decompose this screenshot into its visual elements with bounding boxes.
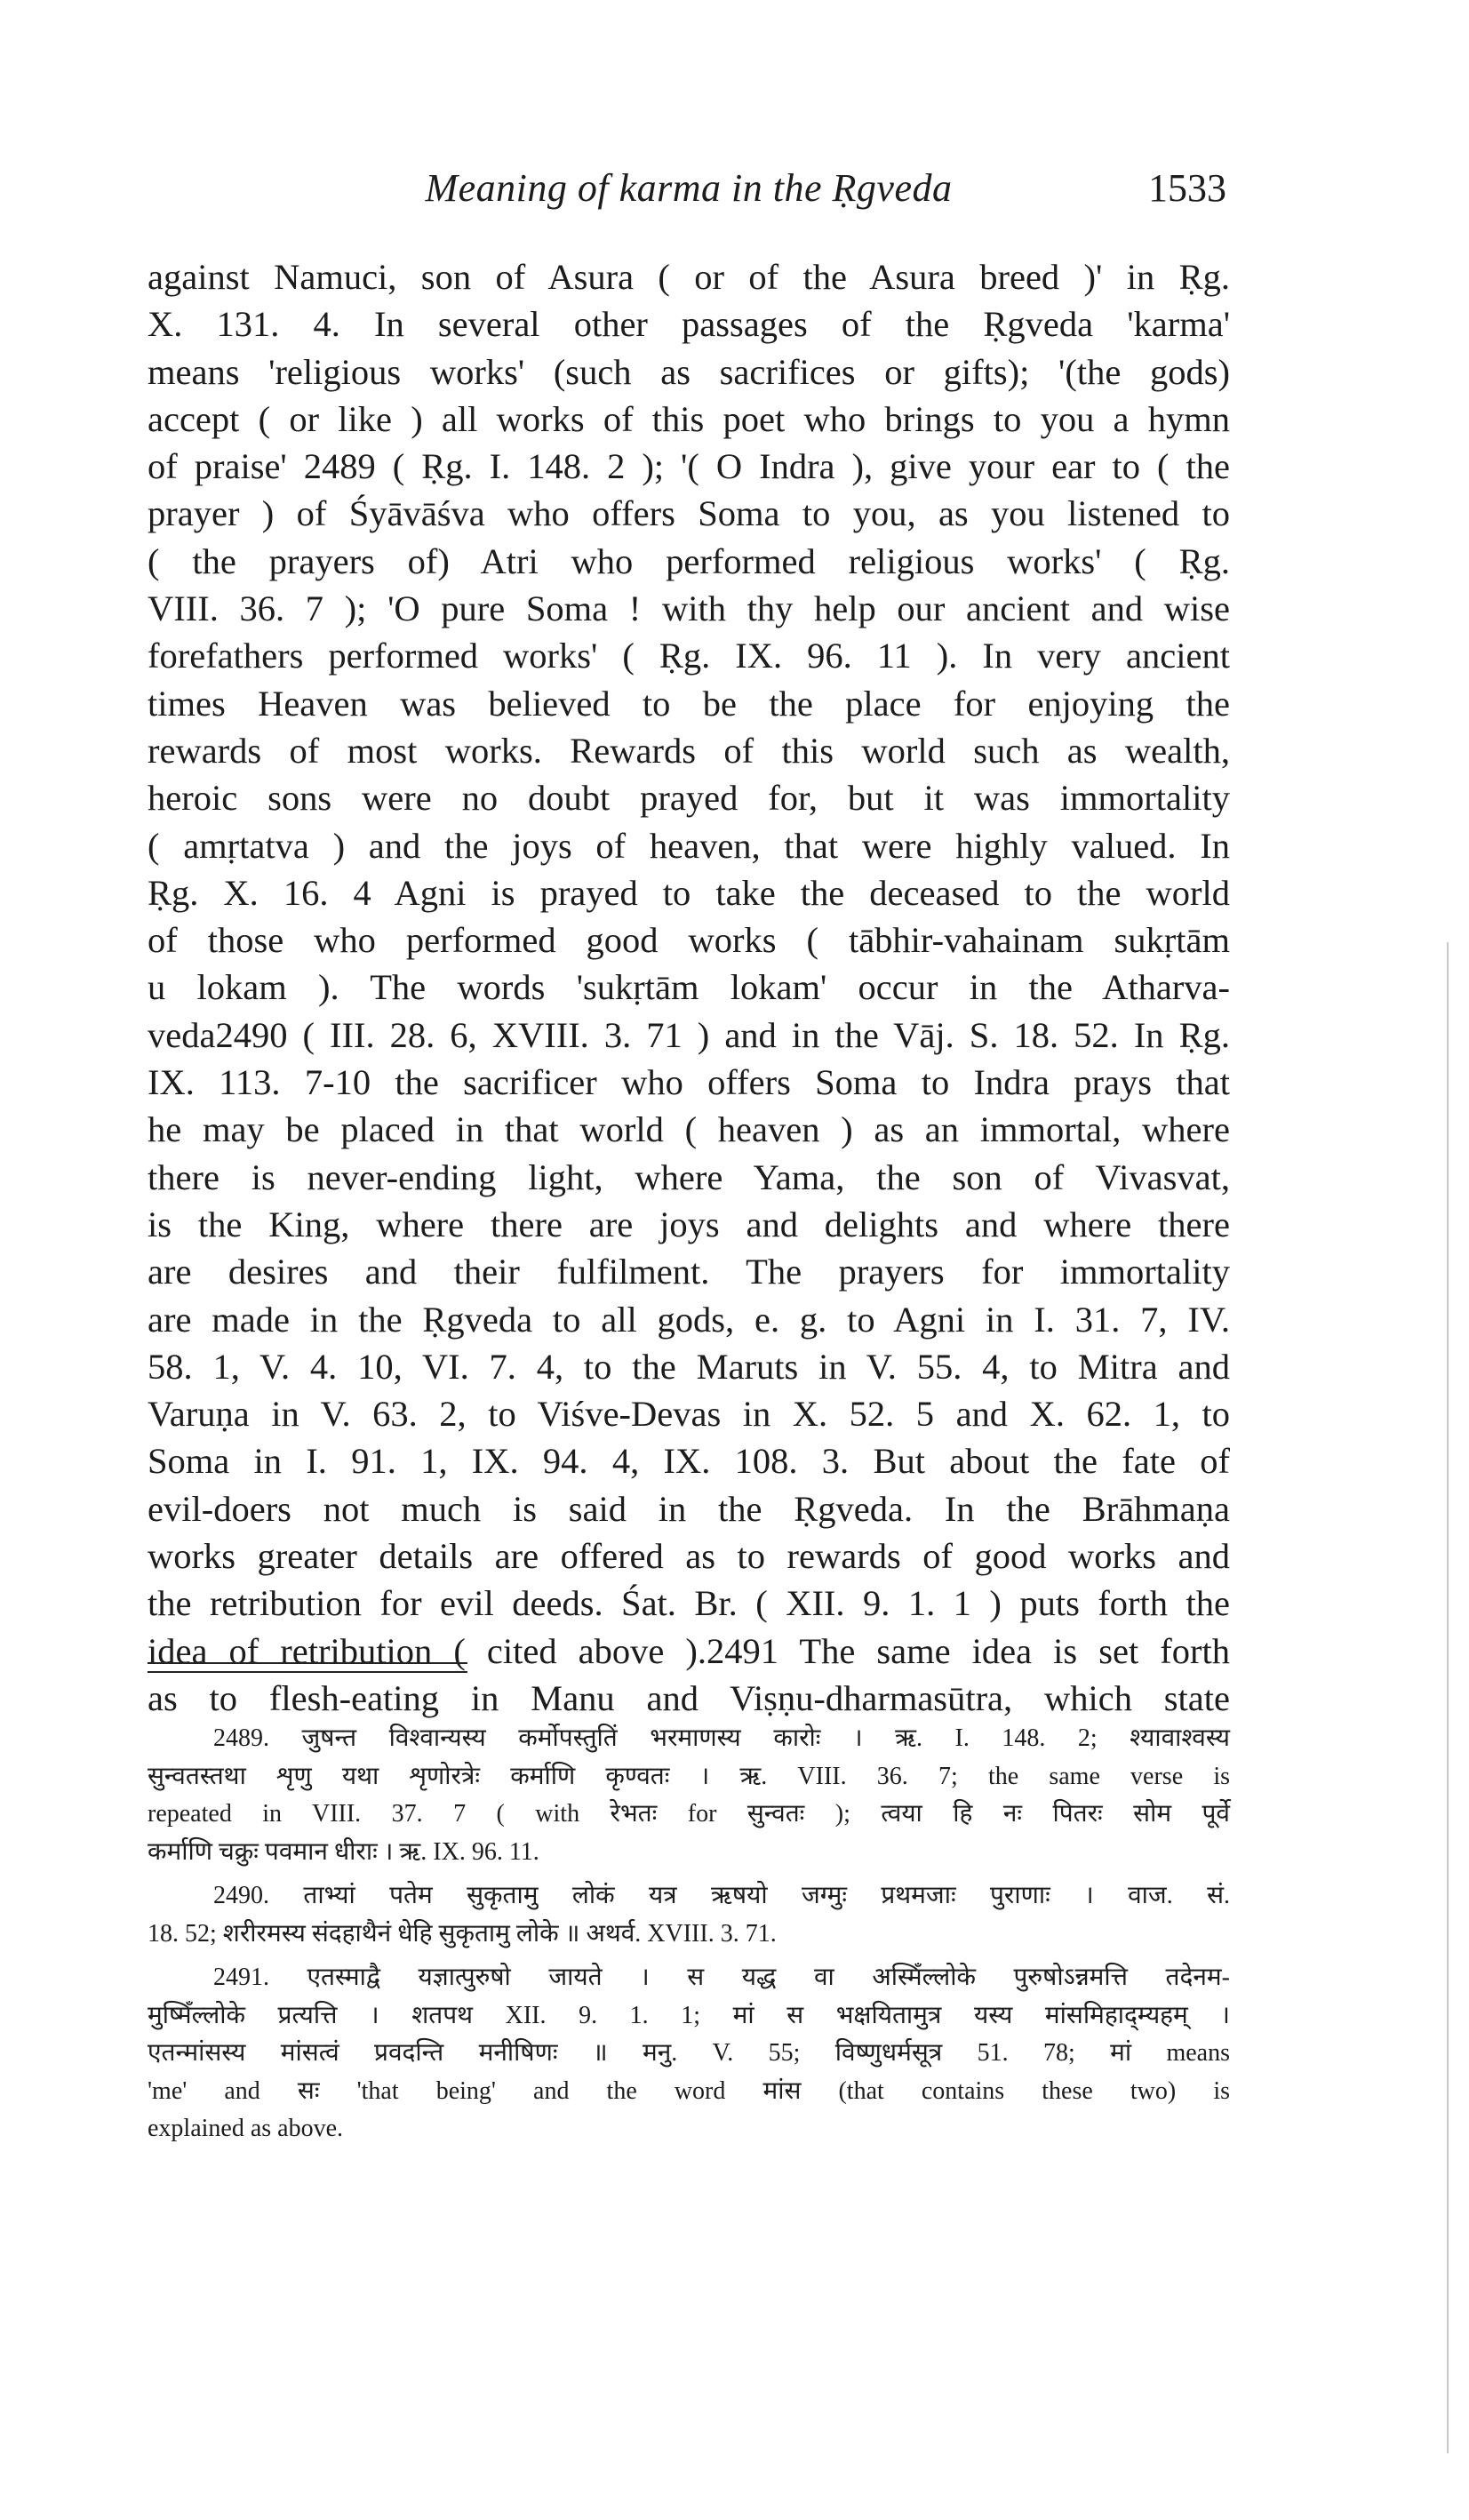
text-line: Soma in I. 91. 1, IX. 94. 4, IX. 108. 3. But about the fate of bbox=[148, 1441, 1230, 1482]
footnote-line: explained as above. bbox=[148, 2115, 344, 2142]
text-line: accept ( or like ) all works of this poet who brings to you a hymn bbox=[148, 398, 1230, 439]
page-header bbox=[151, 165, 1226, 228]
footnote-2489 bbox=[148, 1720, 1230, 1871]
footnote-line: एतन्मांसस्य मांसत्वं प्रवदन्ति मनीषिणः ॥ मनु. V. 55; विष्णुधर्मसूत्र 51. 78; मां means bbox=[148, 2039, 1230, 2067]
footnote-line: कर्माणि चक्रुः पवमान धीराः । ऋ. IX. 96. 11. bbox=[148, 1837, 539, 1866]
text-line: forefathers performed works' ( Ṛg. IX. 96. 11 ). In very ancient bbox=[148, 636, 1230, 676]
text-line: X. 131. 4. In several other passages of the Ṛgveda 'karma' bbox=[148, 304, 1230, 345]
text-line: of praise' 2489 ( Ṛg. I. 148. 2 ); '( O Indra ), give your ear to ( the bbox=[148, 446, 1230, 487]
text-line: Varuṇa in V. 63. 2, to Viśve-Devas in X. 52. 5 and X. 62. 1, to bbox=[148, 1394, 1230, 1435]
text-line: u lokam ). The words 'sukṛtām lokam' occur in the Atharva- bbox=[148, 967, 1230, 1008]
text-line: ( amṛtatva ) and the joys of heaven, that were highly valued. In bbox=[148, 825, 1230, 866]
text-line: times Heaven was believed to be the place for enjoying the bbox=[148, 683, 1230, 724]
text-line: are desires and their fulfilment. The prayers for immortality bbox=[148, 1252, 1230, 1292]
text-line: is the King, where there are joys and delights and where there bbox=[148, 1204, 1230, 1244]
footnote-line: 2489. जुषन्त विश्वान्यस्य कर्मोपस्तुतिं भरमाणस्य कारोः । ऋ. I. 148. 2; श्यावाश्वस्य bbox=[213, 1724, 1230, 1752]
page-edge-line bbox=[1447, 942, 1449, 2453]
text-line: heroic sons were no doubt prayed for, but it was immortality bbox=[148, 778, 1230, 819]
text-line: as to flesh-eating in Manu and Viṣṇu-dharmasūtra, which state bbox=[148, 1677, 1230, 1718]
footnote-line: 2490. ताभ्यां पतेम सुकृतामु लोकं यत्र ऋषयो जग्मुः प्रथमजाः पुराणाः । वाज. सं. bbox=[213, 1882, 1230, 1909]
footnote-line: सुन्वतस्तथा शृणु यथा शृणोरत्रेः कर्माणि कृण्वतः । ऋ. VIII. 36. 7; the same verse is bbox=[148, 1762, 1230, 1790]
footnote-line: 2491. एतस्माद्वै यज्ञात्पुरुषो जायते । स यद्ध वा अस्मिँल्लोके पुरुषोऽन्नमत्ति तदेनम- bbox=[213, 1964, 1230, 1991]
footnote-line: 'me' and सः 'that being' and the word मांस (that contains these two) is bbox=[148, 2076, 1230, 2105]
footnotes bbox=[148, 1720, 1230, 2148]
text-line: Ṛg. X. 16. 4 Agni is prayed to take the deceased to the world bbox=[148, 872, 1230, 913]
footnote-line: मुष्मिँल्लोके प्रत्यत्ति । शतपथ XII. 9. 1. 1; मां स भक्षयितामुत्र यस्य मांसमिहाद्म्यहम् । bbox=[148, 2001, 1230, 2029]
footnote-rule bbox=[148, 1662, 467, 1664]
text-line: of those who performed good works ( tābhir-vahainam sukṛtām bbox=[148, 920, 1230, 961]
text-line: prayer ) of Śyāvāśva who offers Soma to you, as you listened to bbox=[148, 493, 1230, 534]
text-line: ( the prayers of) Atri who performed religious works' ( Ṛg. bbox=[148, 540, 1230, 581]
footnote-2490 bbox=[148, 1877, 1230, 1953]
text-line: he may be placed in that world ( heaven ) as an immortal, where bbox=[148, 1109, 1230, 1150]
footnote-2491 bbox=[148, 1959, 1230, 2148]
text-line: 58. 1, V. 4. 10, VI. 7. 4, to the Maruts in V. 55. 4, to Mitra and bbox=[148, 1346, 1230, 1387]
text-line: there is never-ending light, where Yama, the son of Vivasvat, bbox=[148, 1156, 1230, 1197]
text-line: works greater details are offered as to rewards of good works and bbox=[148, 1536, 1230, 1577]
text-line: against Namuci, son of Asura ( or of the Asura breed )' in Ṛg. bbox=[148, 257, 1230, 297]
text-line: are made in the Ṛgveda to all gods, e. g. to Agni in I. 31. 7, IV. bbox=[148, 1299, 1230, 1340]
text-line: idea of retribution ( cited above ).2491 The same idea is set forth bbox=[148, 1630, 1230, 1671]
footnote-line: 18. 52; शरीरमस्य संदहाथैनं धेहि सुकृतामु लोके ॥ अथर्व. XVIII. 3. 71. bbox=[148, 1919, 777, 1948]
page-number: 1533 bbox=[1148, 166, 1226, 210]
text-line: veda2490 ( III. 28. 6, XVIII. 3. 71 ) and in the Vāj. S. 18. 52. In Ṛg. bbox=[148, 1014, 1230, 1055]
text-line: rewards of most works. Rewards of this world such as wealth, bbox=[148, 730, 1230, 771]
body-text bbox=[148, 253, 1230, 1722]
text-line: IX. 113. 7-10 the sacrificer who offers Soma to Indra prays that bbox=[148, 1062, 1230, 1103]
footnote-line: repeated in VIII. 37. 7 ( with रेभतः for सुन्वतः ); त्वया हि नः पितरः सोम पूर्वे bbox=[148, 1800, 1230, 1828]
footnote-rule bbox=[148, 1671, 467, 1673]
text-line: VIII. 36. 7 ); 'O pure Soma ! with thy help our ancient and wise bbox=[148, 588, 1230, 629]
running-title: Meaning of karma in the Ṛgveda bbox=[425, 166, 953, 210]
text-line: means 'religious works' (such as sacrifices or gifts); '(the gods) bbox=[148, 351, 1230, 392]
text-line: the retribution for evil deeds. Śat. Br. ( XII. 9. 1. 1 ) puts forth the bbox=[148, 1583, 1230, 1624]
text-line: evil-doers not much is said in the Ṛgveda. In the Brāhmaṇa bbox=[148, 1488, 1230, 1529]
